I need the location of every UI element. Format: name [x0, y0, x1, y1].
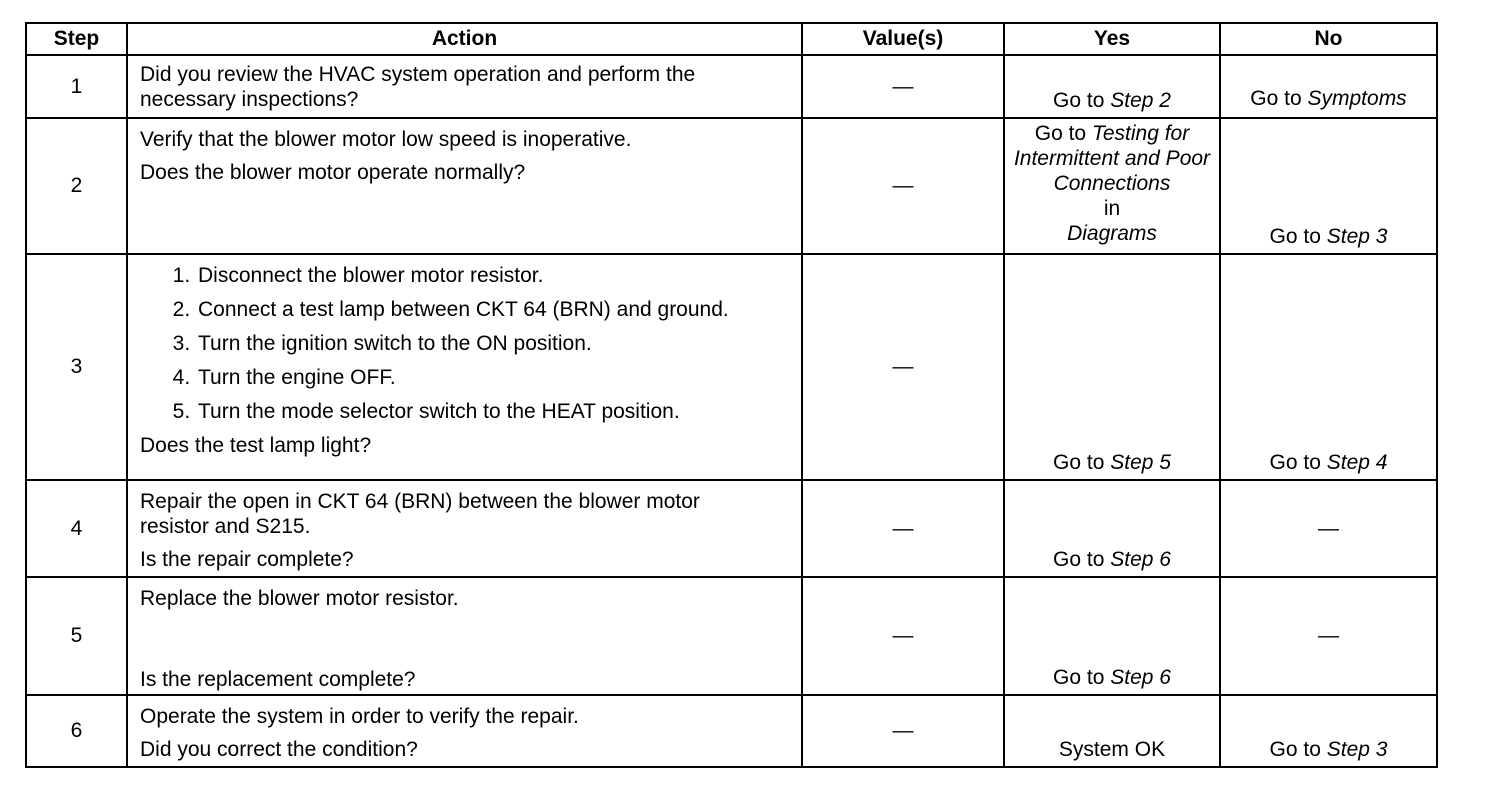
value-cell	[802, 480, 1004, 577]
yes-result	[1005, 665, 1219, 690]
goto-prefix: Go to	[1269, 451, 1327, 474]
step-number: 4	[26, 480, 127, 577]
yes-cell	[1004, 254, 1220, 480]
no-cell	[1220, 577, 1437, 695]
yes-cell	[1004, 577, 1220, 695]
yes-cell	[1004, 695, 1220, 767]
goto-link[interactable]: Step 3	[1326, 225, 1388, 248]
diagnostic-table	[25, 22, 1438, 768]
yes-cell	[1004, 118, 1220, 254]
value-dash: —	[892, 174, 914, 197]
goto-link[interactable]: Step 6	[1110, 666, 1171, 689]
goto-prefix: Go to	[1250, 87, 1308, 110]
no-cell	[1220, 695, 1437, 767]
goto-prefix: Go to	[1053, 89, 1111, 112]
yes-result	[1005, 88, 1219, 113]
action-cell	[127, 254, 802, 480]
yes-cell	[1004, 480, 1220, 577]
action-cell	[127, 118, 802, 254]
no-result	[1221, 224, 1436, 249]
goto-prefix: Go to	[1269, 225, 1327, 248]
action-cell	[127, 480, 802, 577]
list-item: 2. Connect a test lamp between CKT 64 (BRN) and ground.	[196, 297, 791, 322]
goto-link[interactable]: Step 6	[1110, 548, 1171, 571]
value-cell	[802, 55, 1004, 118]
header-step: Step	[26, 23, 127, 55]
value-cell	[802, 118, 1004, 254]
table-row	[26, 480, 1437, 577]
goto-link[interactable]: Symptoms	[1307, 87, 1407, 110]
no-dash: —	[1318, 624, 1339, 647]
action-steps-list	[140, 263, 791, 424]
value-dash: —	[892, 516, 914, 540]
yes-result	[1005, 547, 1219, 572]
step-number: 6	[26, 695, 127, 767]
action-text: Repair the open in CKT 64 (BRN) between the blower motor resistor and S215.	[140, 490, 700, 538]
yes-result	[1005, 119, 1219, 246]
action-text: Replace the blower motor resistor.	[140, 587, 459, 610]
step-number: 3	[26, 254, 127, 480]
action-text: Operate the system in order to verify the repair.	[140, 705, 579, 728]
value-dash: —	[892, 624, 914, 647]
table-row	[26, 118, 1437, 254]
action-question: Is the repair complete?	[140, 548, 354, 571]
value-cell	[802, 577, 1004, 695]
goto-link[interactable]: Step 3	[1326, 738, 1388, 761]
value-dash: —	[892, 355, 914, 378]
no-result	[1221, 86, 1436, 111]
goto-link[interactable]: Step 5	[1110, 451, 1171, 474]
no-dash: —	[1318, 516, 1339, 540]
value-cell	[802, 695, 1004, 767]
action-cell	[127, 577, 802, 695]
no-cell	[1220, 480, 1437, 577]
no-cell	[1220, 118, 1437, 254]
no-cell	[1220, 254, 1437, 480]
value-dash: —	[892, 74, 914, 98]
header-action: Action	[127, 23, 802, 55]
yes-result: System OK	[1058, 738, 1166, 761]
yes-result	[1005, 450, 1219, 475]
action-question: Does the blower motor operate normally?	[140, 161, 526, 184]
step-number: 5	[26, 577, 127, 695]
table-row	[26, 577, 1437, 695]
table-row	[26, 695, 1437, 767]
action-question: Is the replacement complete?	[140, 668, 416, 691]
header-values: Value(s)	[802, 23, 1004, 55]
value-dash: —	[892, 719, 914, 742]
goto-link-diagrams[interactable]: Diagrams	[1067, 222, 1157, 245]
action-cell	[127, 695, 802, 767]
step-number: 2	[26, 118, 127, 254]
goto-link[interactable]: Step 4	[1326, 451, 1388, 474]
goto-prefix: Go to	[1269, 738, 1327, 761]
no-cell	[1220, 55, 1437, 118]
table-row	[26, 254, 1437, 480]
goto-prefix: Go to	[1053, 451, 1111, 474]
header-row	[26, 23, 1437, 55]
no-result	[1221, 450, 1436, 475]
list-item: 1. Disconnect the blower motor resistor.	[196, 263, 791, 288]
table-row	[26, 55, 1437, 118]
goto-prefix: Go to	[1053, 548, 1111, 571]
goto-prefix: Go to	[1053, 666, 1111, 689]
list-item: 5. Turn the mode selector switch to the HEAT position.	[196, 399, 791, 424]
yes-cell	[1004, 55, 1220, 118]
action-question: Does the test lamp light?	[140, 434, 372, 457]
no-result	[1221, 737, 1436, 762]
action-text: Verify that the blower motor low speed is inoperative.	[140, 128, 632, 151]
goto-link[interactable]: Testing for Intermittent and Poor Connections	[1013, 122, 1211, 195]
header-yes: Yes	[1004, 23, 1220, 55]
action-text: Did you review the HVAC system operation and perform the necessary inspections?	[140, 63, 696, 111]
action-question: Did you correct the condition?	[140, 738, 418, 761]
list-item: 3. Turn the ignition switch to the ON position.	[196, 331, 791, 356]
goto-link[interactable]: Step 2	[1110, 89, 1171, 112]
goto-in: in	[1103, 197, 1121, 220]
goto-prefix: Go to	[1034, 122, 1092, 145]
value-cell	[802, 254, 1004, 480]
step-number: 1	[26, 55, 127, 118]
list-item: 4. Turn the engine OFF.	[196, 365, 791, 390]
action-cell	[127, 55, 802, 118]
header-no: No	[1220, 23, 1437, 55]
